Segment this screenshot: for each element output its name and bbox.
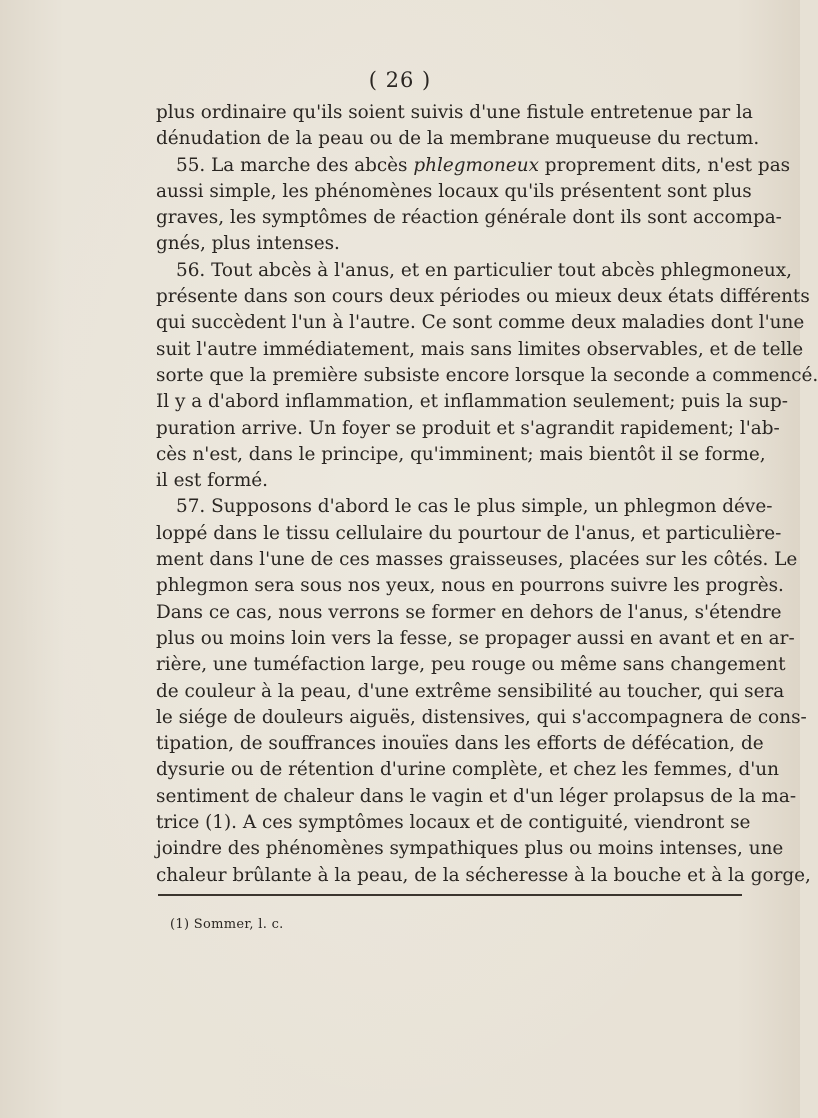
text-line: cès n'est, dans le principe, qu'imminent; mais bientôt il se forme, [156,443,766,465]
text-line [156,153,791,179]
italic-term: phlegmoneux [413,154,539,176]
text-line: Dans ce cas, nous verrons se former en dehors de l'anus, s'étendre [156,601,782,623]
text-line: sentiment de chaleur dans le vagin et d'un léger prolapsus de la ma- [156,785,797,807]
text-line: ment dans l'une de ces masses graisseuses, placées sur les côtés. Le [156,549,798,571]
text-segment: proprement dits, n'est pas [538,154,791,176]
text-line: puration arrive. Un foyer se produit et s'agrandit rapidement; l'ab- [156,417,780,439]
text-line: gnés, plus intenses. [156,233,340,255]
text-segment: 55. La marche des abcès [176,154,414,176]
text-line: loppé dans le tissu cellulaire du pourtour de l'anus, et particulière- [156,522,782,544]
text-line: qui succèdent l'un à l'autre. Ce sont comme deux maladies dont l'une [156,312,805,334]
text-line: graves, les symptômes de réaction générale dont ils sont accompa- [156,207,782,229]
footnote: (1) Sommer, l. c. [170,917,284,932]
text-line: phlegmon sera sous nos yeux, nous en pourrons suivre les progrès. [156,575,784,597]
text-line: aussi simple, les phénomènes locaux qu'ils présentent sont plus [156,180,752,202]
text-line: joindre des phénomènes sympathiques plus ou moins intenses, une [156,838,784,860]
footnote-rule [158,894,742,896]
text-line: Il y a d'abord inflammation, et inflammation seulement; puis la sup- [156,391,788,413]
text-line: plus ordinaire qu'ils soient suivis d'une fistule entretenue par la [156,102,753,123]
text-line: chaleur brûlante à la peau, de la sécheresse à la bouche et à la gorge, [156,864,811,886]
page-number: ( 26 ) [368,68,432,92]
text-line: suit l'autre immédiatement, mais sans limites observables, et de telle [156,338,804,360]
text-line: rière, une tuméfaction large, peu rouge ou même sans changement [156,654,786,676]
text-line: de couleur à la peau, d'une extrême sensibilité au toucher, qui sera [156,680,785,702]
text-line: présente dans son cours deux périodes ou mieux deux états différents [156,286,810,308]
text-line: 57. Supposons d'abord le cas le plus simple, un phlegmon déve- [176,496,773,518]
text-line: plus ou moins loin vers la fesse, se propager aussi en avant et en ar- [156,627,795,649]
text-line: il est formé. [156,470,269,492]
text-line: sorte que la première subsiste encore lorsque la seconde a commencé. [156,364,818,386]
text-line: 56. Tout abcès à l'anus, et en particulier tout abcès phlegmoneux, [176,259,792,281]
text-line: dysurie ou de rétention d'urine complète, et chez les femmes, d'un [156,759,780,781]
text-line: tipation, de souffrances inouïes dans les efforts de défécation, de [156,733,764,755]
text-line: dénudation de la peau ou de la membrane muqueuse du rectum. [156,128,760,150]
text-line: le siége de douleurs aiguës, distensives, qui s'accompagnera de cons- [156,706,807,728]
body-text [156,100,818,889]
text-line: trice (1). A ces symptômes locaux et de contiguité, viendront se [156,812,751,834]
